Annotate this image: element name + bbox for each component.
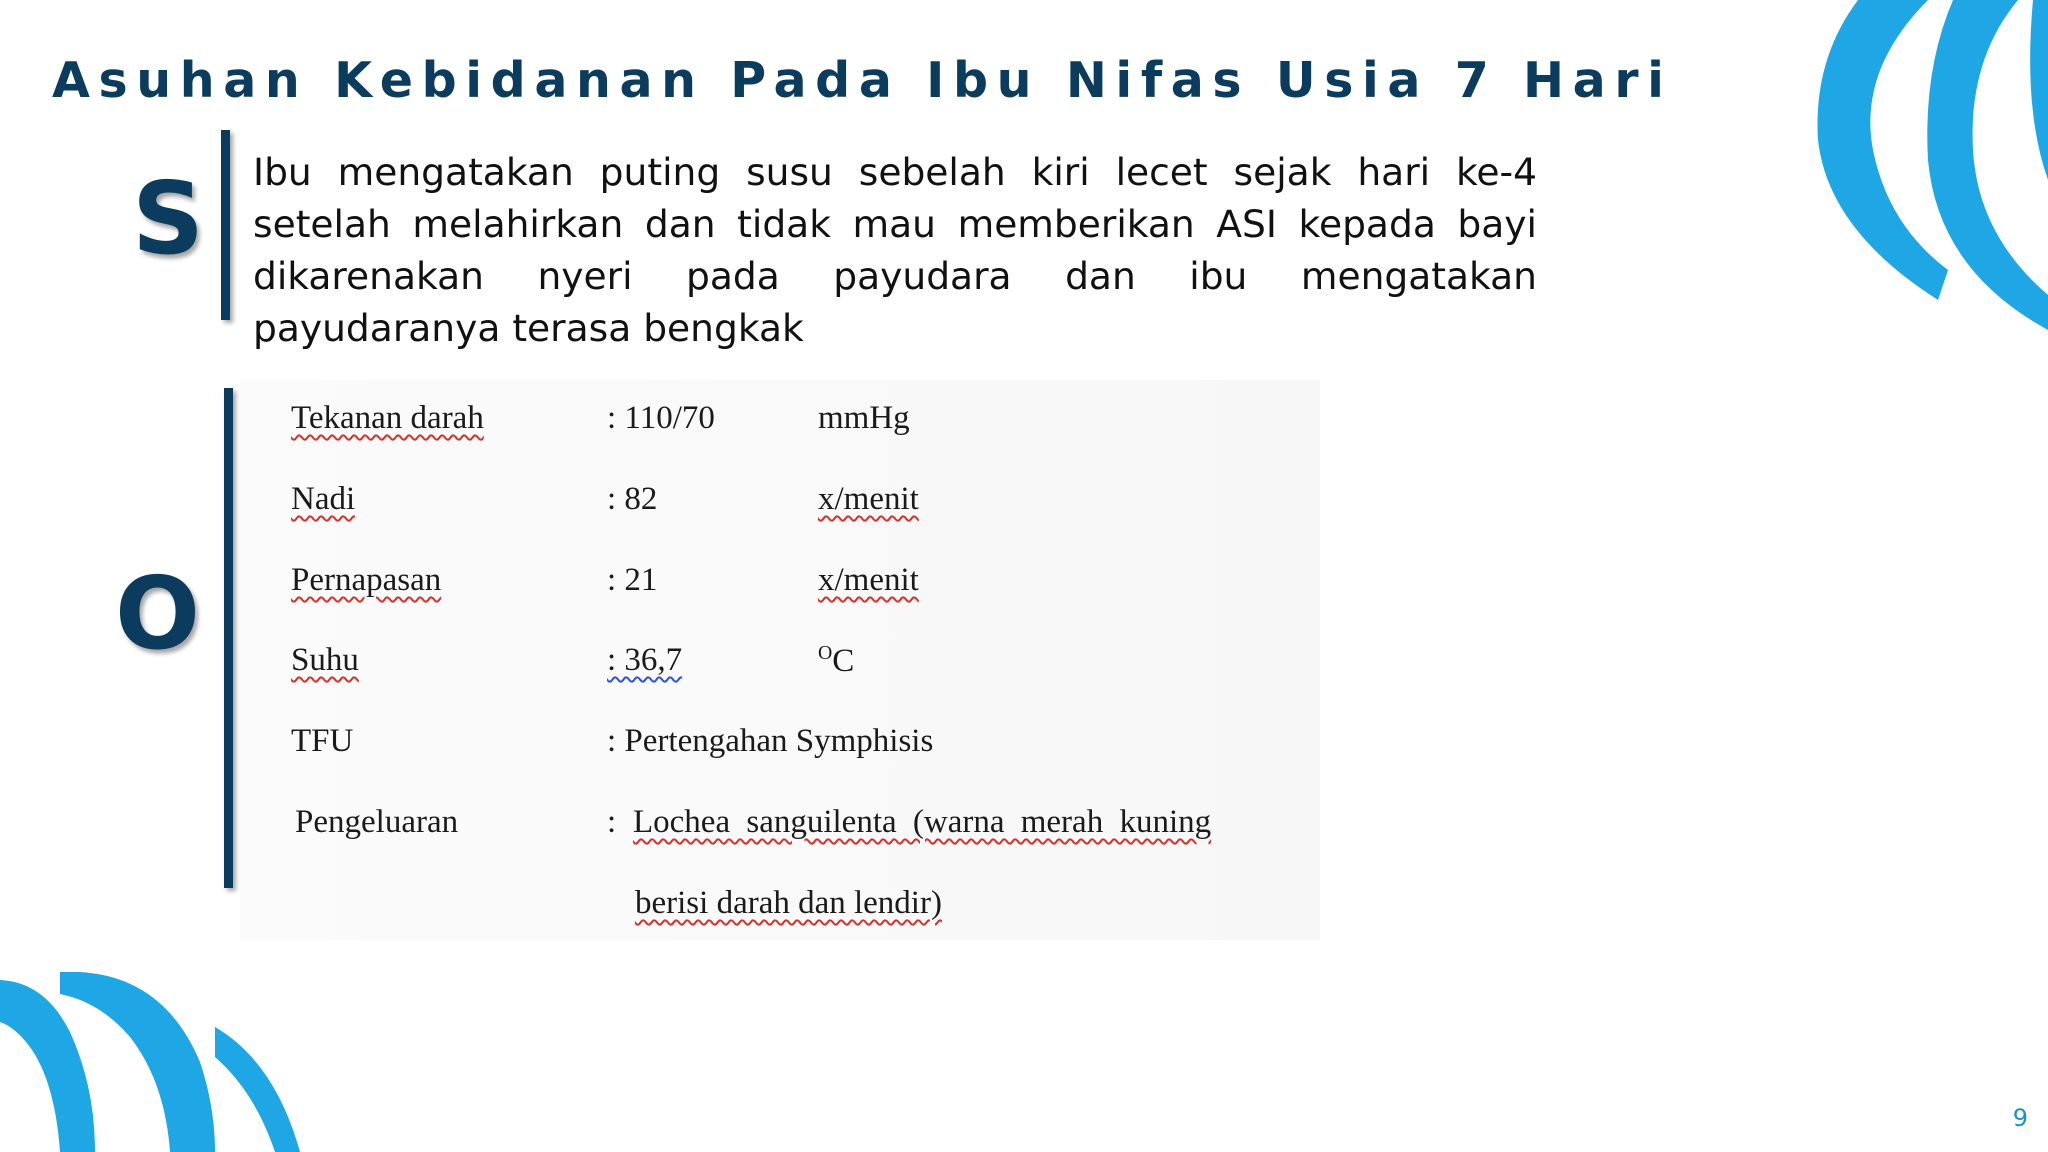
row-label: TFU [291,723,354,759]
row-colon: : [607,804,617,840]
row-value: : 110/70 [607,400,715,436]
row-unit [818,642,854,680]
page-number: 9 [2012,1104,2028,1132]
decorative-swoosh-top-right [1788,0,2048,330]
section-letter-o: O [115,555,201,672]
row-unit: mmHg [818,400,910,436]
row-label: Nadi [291,481,356,517]
vital-row-tfu [240,723,1320,783]
row-value: : 36,7 [607,642,683,678]
section-divider-s [221,130,230,320]
vital-row-discharge-cont [240,885,1320,945]
section-letter-s: S [132,160,205,277]
row-value: : 82 [607,481,658,517]
vital-row-blood-pressure [240,400,1320,460]
vital-row-respiration [240,562,1320,622]
subjective-text: Ibu mengatakan puting susu sebelah kiri lecet sejak hari ke-4 setelah melahirkan dan tidak mau memberikan ASI kepada bayi dikarenakan nyeri pada payudara dan ibu mengatakan payudaranya terasa bengkak [253,150,1537,350]
vital-row-pulse [240,481,1320,541]
row-unit: x/menit [818,562,919,598]
section-divider-o [224,388,233,888]
vital-row-temperature [240,642,1320,702]
row-value: : Pertengahan Symphisis [607,723,934,759]
degree-sup: O [818,642,833,664]
row-value: : 21 [607,562,658,598]
row-label: Pengeluaran [295,804,459,840]
row-unit: x/menit [818,481,919,517]
row-label: Suhu [291,642,359,678]
row-value-continued: berisi darah dan lendir) [635,885,942,921]
decorative-swoosh-bottom-left [0,972,320,1152]
vital-row-discharge [240,804,1320,864]
row-label: Pernapasan [291,562,442,598]
unit-text: C [832,643,855,679]
row-label: Tekanan darah [291,400,484,436]
row-value: Lochea sanguilenta (warna merah kuning [633,804,1212,840]
slide-title: Asuhan Kebidanan Pada Ibu Nifas Usia 7 Hari [52,52,1673,109]
objective-panel [240,380,1320,940]
